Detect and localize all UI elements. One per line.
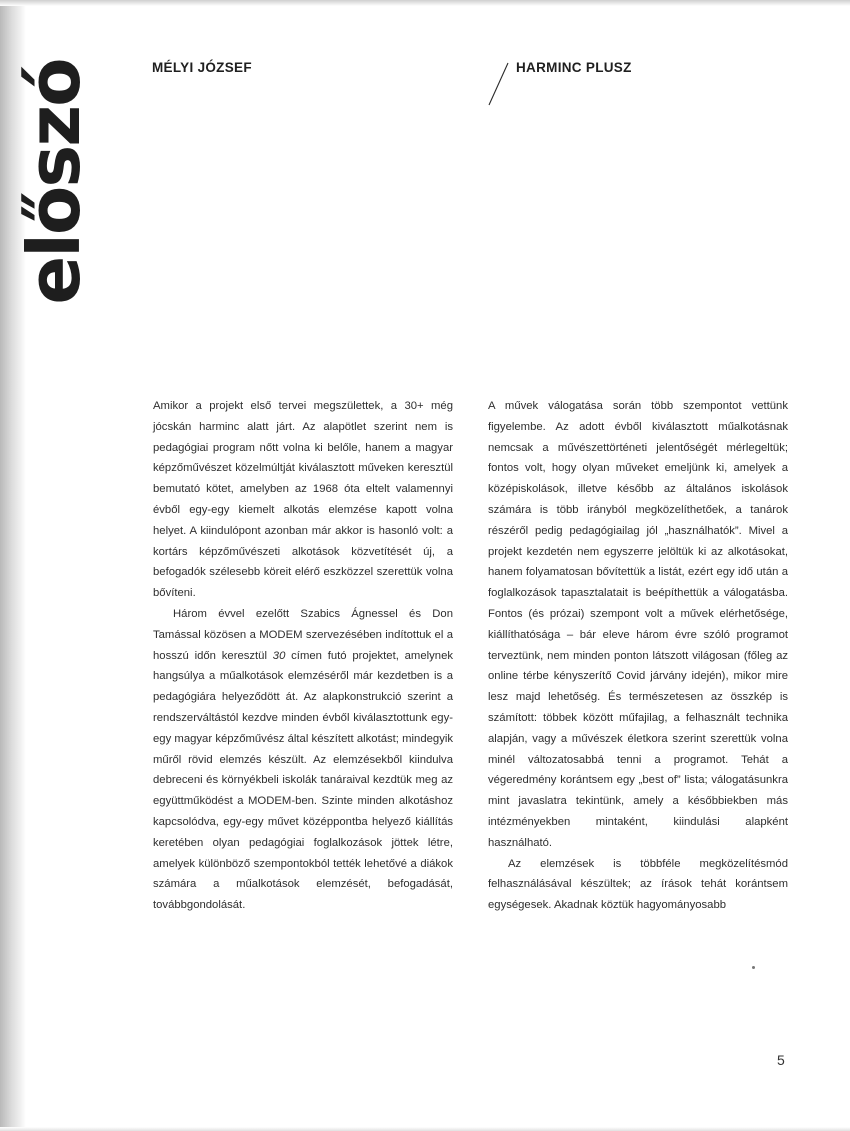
- author-name: MÉLYI JÓZSEF: [152, 60, 252, 75]
- series-title: HARMINC PLUSZ: [516, 60, 632, 75]
- section-title-text: előszó: [12, 59, 96, 305]
- project-title-italic: 30: [272, 649, 286, 662]
- text-column-left: [153, 396, 453, 916]
- paragraph: Amikor a projekt első tervei megszülettek, a 30+ még jócskán harminc alatt járt. Az alapötlet szerint nem is pedagógiai program nőtt volna ki belőle, hanem a magyar képzőművészet közelmúltját kiválasztott műveken keresztül bemutató kötet, amelyben az 1968 óta eltelt valamennyi évből egy-egy kiemelt alkotás elemzése kapott volna helyet. A kiindulópont azonban már akkor is hasonló volt: a kortárs képzőművészeti alkotások közvetítését új, a befogadók szélesebb köreit elérő eszközzel szerettük volna bővíteni.: [153, 400, 453, 600]
- page-bottom-edge: [0, 1127, 850, 1131]
- text-column-right: [488, 396, 788, 916]
- page-number: 5: [777, 1052, 785, 1068]
- paragraph: [153, 604, 453, 916]
- paragraph: A művek válogatása során több szempontot vettünk figyelembe. Az adott évből kiválasztott műalkotásnak nemcsak a művészettörténeti jelentőségét mérlegeltük; fontos volt, hogy olyan műveket emeljünk ki, amelyek a középiskolások, illetve később az általános iskolások számára is több irányból megközelíthetőek, a tanárok részéről pedig pedagógiailag jól „használhatók”. Mivel a projekt kezdetén nem egyszerre jelöltük ki az alkotásokat, hanem folyamatosan bővítettük a listát, ezért egy idő után a foglalkozások tapasztalatait is beépíthettük a válogatásba. Fontos (és prózai) szempont volt a művek elérhetősége, kiállíthatósága – bár eleve három évre szóló programot terveztünk, nem minden ponton látszott világosan (főleg az online térbe kényszerítő Covid járvány idején), mikor mire lesz majd lehetőség. És természetesen az összkép is számított: többek között műfajilag, a felhasznált technika alapján, vagy a művészek életkora szerint szerettük volna minél változatosabbá tenni a programot. Tehát a végeredmény korántsem egy „best of” lista; válogatásunkra mint javaslatra tekintünk, amely a későbbiekben más intézményekben mintaként, kiindulási alapként használható.: [488, 400, 788, 849]
- paragraph: Az elemzések is többféle megközelítésmód felhasználásával készültek; az írások tehát korántsem egységesek. Akadnak köztük hagyományosabb: [488, 857, 788, 912]
- paragraph-text: Három évvel ezelőtt Szabics Ágnessel és Don Tamással közösen a MODEM szervezésében indítottuk el a hosszú időn keresztül: [153, 607, 453, 662]
- section-title-vertical: [12, 59, 96, 305]
- page-top-edge: [0, 0, 850, 6]
- divider-slash-icon: [486, 62, 510, 106]
- print-speck: [752, 966, 755, 969]
- paragraph-text: címen futó projektet, amelynek hangsúlya a műalkotások elemzéséről már kezdetben is a pedagógiára helyeződött át. Az alapkonstrukció szerint a rendszerváltástól kezdve minden évből kiválasztottunk egy-egy magyar képzőművész által készített alkotást; mindegyik műről rövid elemzés készült. Az elemzésekből kiindulva debreceni és környékbeli iskolák tanáraival kezdtük meg az együttműködést a MODEM-ben. Szinte minden alkotáshoz kapcsolódva, egy-egy művet középpontba helyező kiállítás keretében olyan pedagógiai foglalkozások jöttek létre, amelyek különböző szempontokból tették lehetővé a diákok számára a műalkotások elemzését, befogadását, továbbgondolását.: [153, 649, 453, 912]
